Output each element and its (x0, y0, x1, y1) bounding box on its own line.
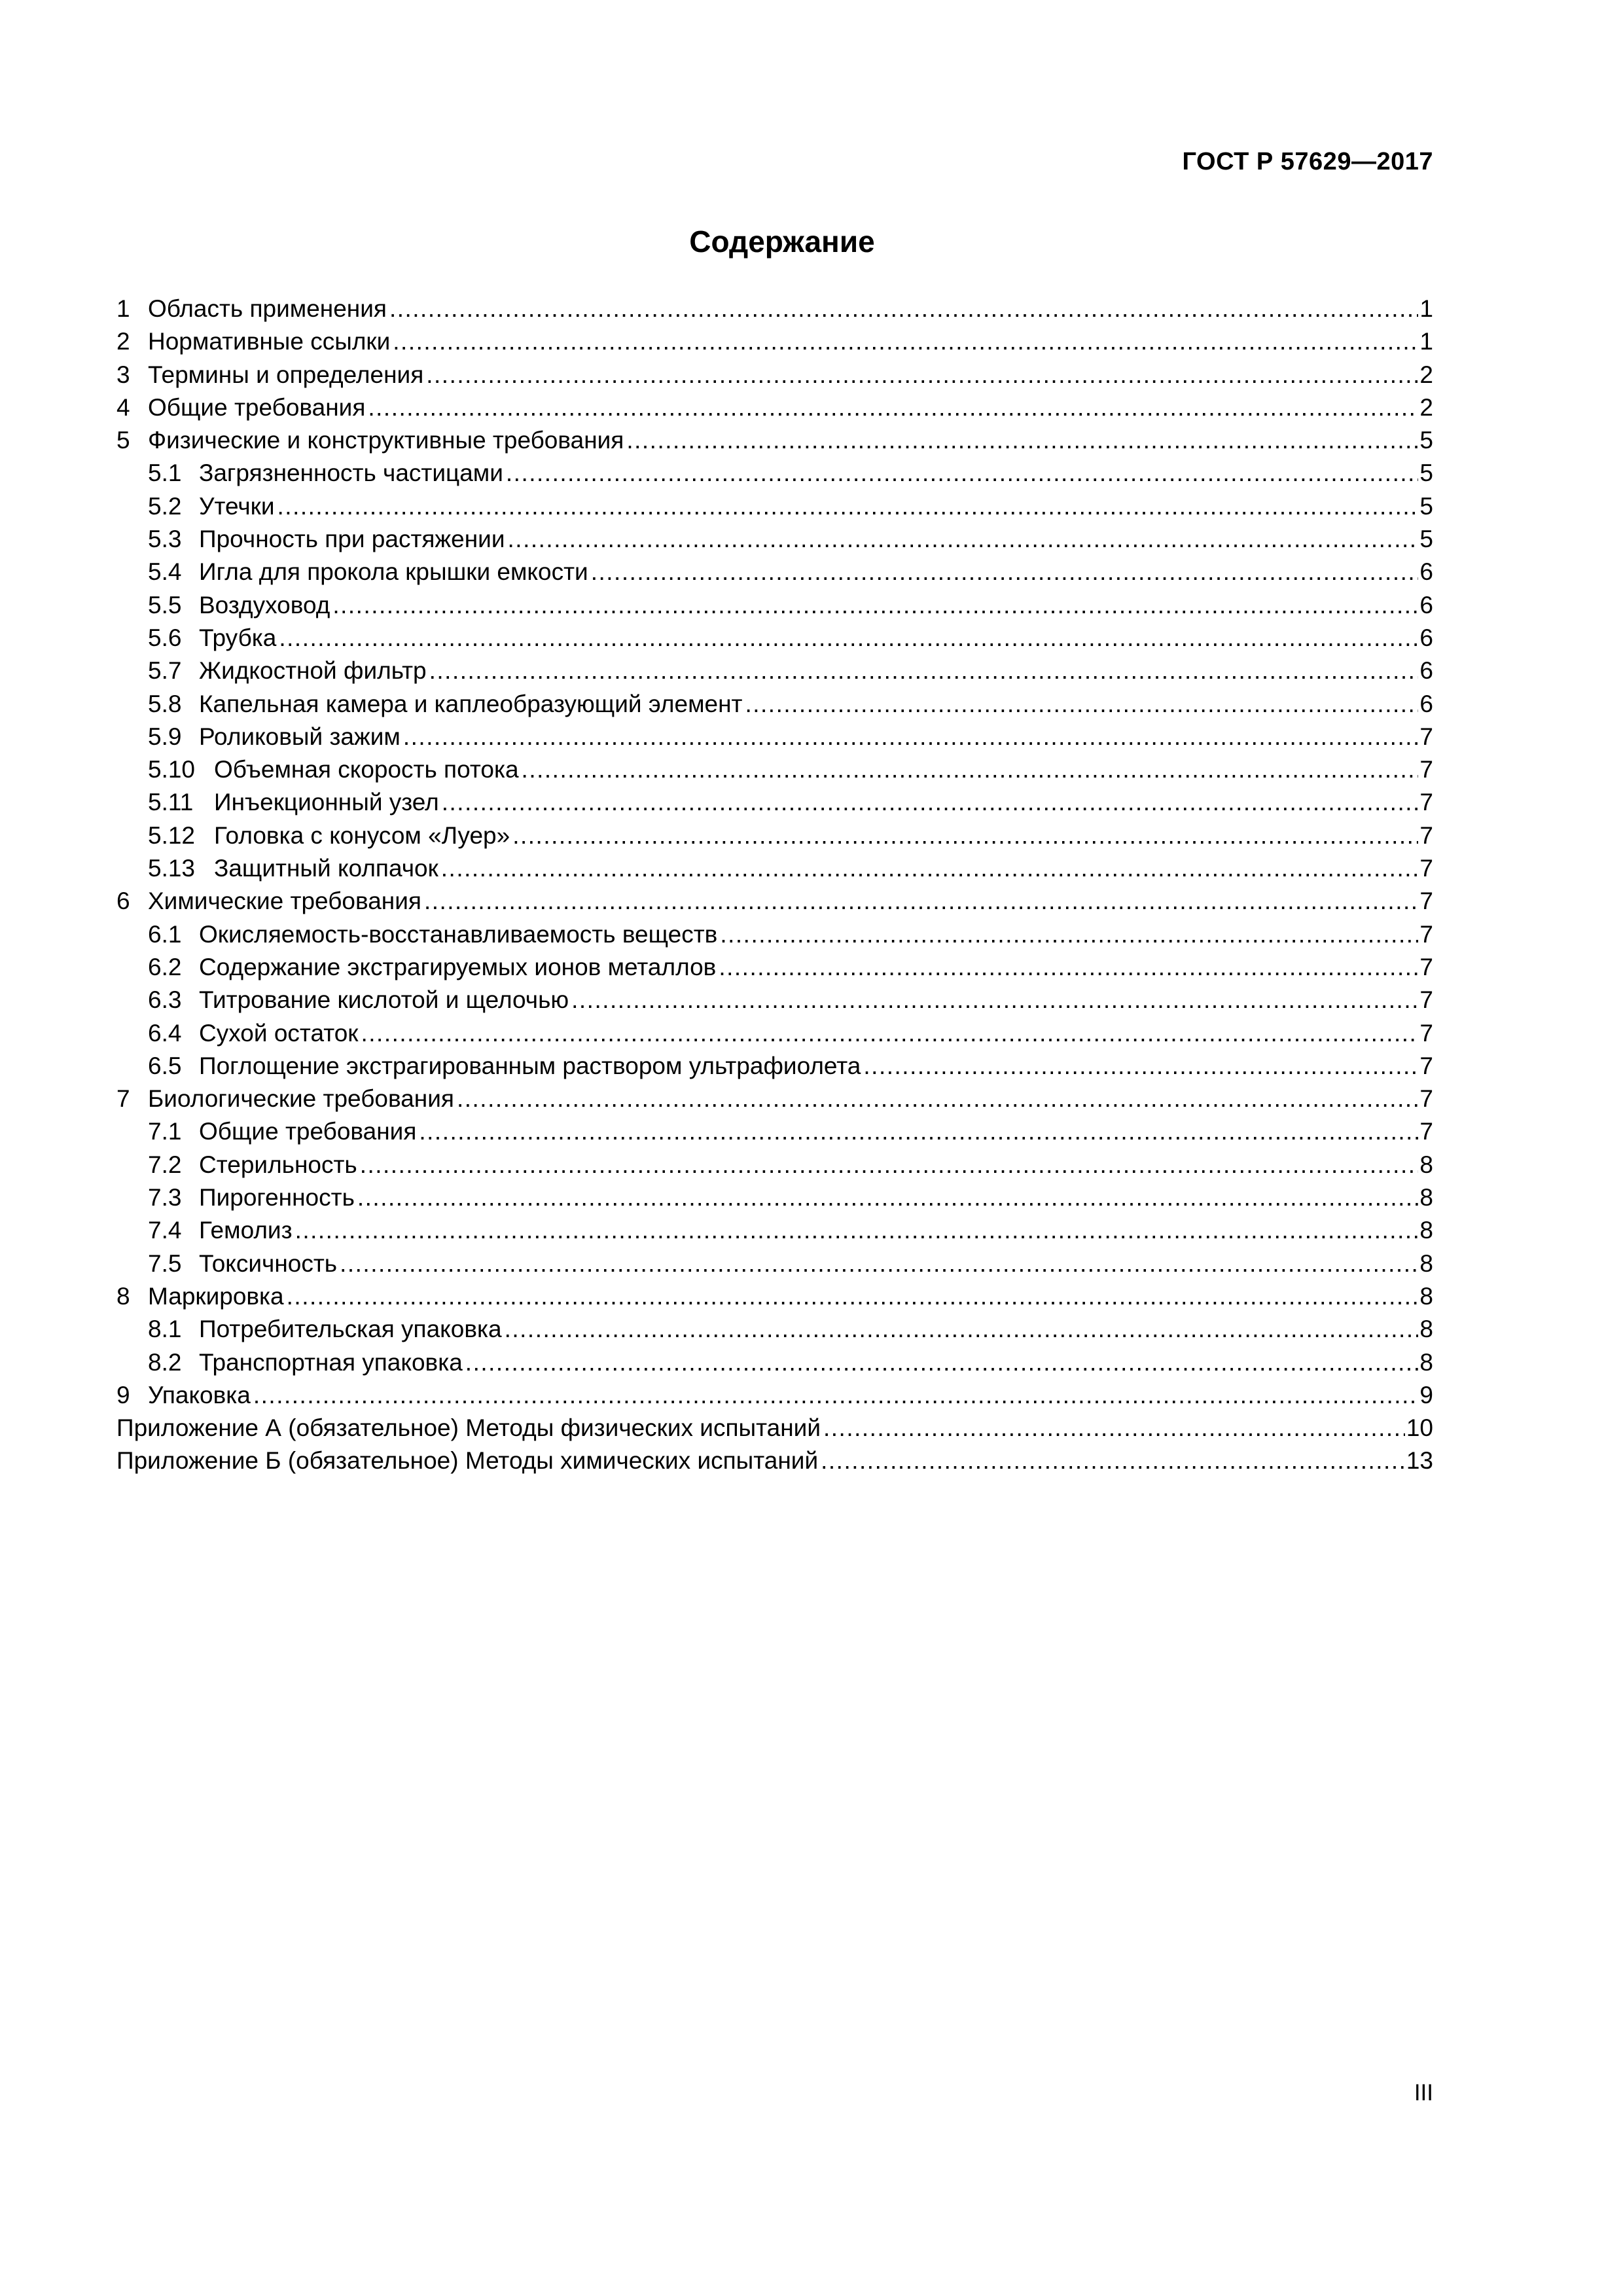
toc-dot-leader (823, 1412, 1405, 1444)
toc-entry[interactable] (116, 1280, 1433, 1313)
toc-entry[interactable] (116, 951, 1433, 984)
toc-entry-label: Гемолиз (199, 1217, 293, 1244)
toc-entry-page: 7 (1419, 1118, 1433, 1145)
toc-dot-leader (441, 852, 1419, 885)
toc-dot-leader (745, 688, 1418, 721)
toc-entry-page: 10 (1406, 1414, 1433, 1442)
toc-dot-leader (295, 1214, 1419, 1247)
toc-entry[interactable] (116, 424, 1433, 457)
toc-entry[interactable] (116, 1050, 1433, 1083)
toc-entry[interactable] (116, 622, 1433, 655)
toc-entry-number: 5.9 (148, 723, 182, 750)
toc-entry-number: 9 (116, 1381, 130, 1408)
toc-entry-label: Капельная камера и каплеобразующий элемент (199, 690, 743, 717)
toc-entry[interactable] (116, 786, 1433, 819)
toc-entry[interactable] (116, 589, 1433, 622)
toc-entry[interactable] (116, 359, 1433, 391)
toc-entry-number: 6.1 (148, 920, 182, 948)
toc-entry-label: Токсичность (199, 1249, 338, 1277)
toc-entry[interactable] (116, 721, 1433, 753)
toc-entry-page: 7 (1419, 1052, 1433, 1079)
toc-entry[interactable] (116, 556, 1433, 588)
toc-dot-leader (821, 1444, 1405, 1477)
toc-dot-leader (419, 1115, 1418, 1148)
toc-entry[interactable] (116, 655, 1433, 687)
toc-entry[interactable] (116, 852, 1433, 885)
toc-entry[interactable] (116, 325, 1433, 358)
toc-entry-page: 8 (1419, 1184, 1433, 1211)
toc-entry-page: 5 (1419, 526, 1433, 553)
toc-entry-label: Термины и определения (148, 361, 424, 388)
toc-entry-label: Стерильность (199, 1151, 357, 1178)
toc-dot-leader (863, 1050, 1418, 1083)
toc-entry[interactable] (116, 885, 1433, 918)
toc-entry-label: Жидкостной фильтр (199, 657, 427, 685)
toc-entry-page: 13 (1406, 1447, 1433, 1475)
toc-dot-leader (403, 721, 1419, 753)
table-of-contents (116, 293, 1433, 1478)
toc-entry-page: 7 (1419, 953, 1433, 980)
toc-entry-number: 8 (116, 1282, 130, 1310)
toc-entry-number: 8.1 (148, 1316, 182, 1343)
toc-dot-leader (571, 984, 1418, 1016)
toc-entry-page: 6 (1419, 558, 1433, 586)
toc-entry[interactable] (116, 819, 1433, 852)
toc-entry-label: Трубка (199, 624, 277, 651)
toc-entry-number: 5.5 (148, 591, 182, 619)
toc-entry-number: 5.10 (148, 756, 196, 783)
toc-entry-label: Воздуховод (199, 591, 330, 619)
toc-entry[interactable] (116, 1214, 1433, 1247)
toc-entry[interactable] (116, 1083, 1433, 1115)
toc-entry-label: Транспортная упаковка (199, 1348, 463, 1376)
toc-entry-page: 6 (1419, 690, 1433, 717)
toc-entry-number: 3 (116, 361, 130, 388)
toc-entry-page: 7 (1419, 789, 1433, 816)
toc-entry-page: 8 (1419, 1348, 1433, 1376)
toc-entry-number: 6.4 (148, 1019, 182, 1047)
toc-entry[interactable] (116, 523, 1433, 556)
toc-entry-page: 8 (1419, 1316, 1433, 1343)
toc-entry-number: 5.12 (148, 821, 196, 849)
toc-entry[interactable] (116, 1412, 1433, 1444)
toc-entry-label: Роликовый зажим (199, 723, 401, 750)
toc-entry-label: Инъекционный узел (214, 789, 439, 816)
toc-dot-leader (512, 819, 1418, 852)
toc-entry-label: Поглощение экстрагированным раствором ультрафиолета (199, 1052, 861, 1079)
toc-entry[interactable] (116, 688, 1433, 721)
toc-entry[interactable] (116, 457, 1433, 490)
toc-entry-number: 5.3 (148, 526, 182, 553)
toc-entry-page: 2 (1419, 393, 1433, 421)
toc-dot-leader (457, 1083, 1418, 1115)
toc-entry-number: 6 (116, 888, 130, 915)
toc-dot-leader (508, 523, 1419, 556)
toc-entry-label: Игла для прокола крышки емкости (199, 558, 588, 586)
toc-entry[interactable] (116, 1346, 1433, 1379)
toc-entry[interactable] (116, 918, 1433, 951)
toc-entry-page: 7 (1419, 888, 1433, 915)
toc-entry-label: Упаковка (148, 1381, 251, 1408)
toc-entry[interactable] (116, 753, 1433, 786)
toc-dot-leader (393, 325, 1418, 358)
toc-entry-page: 5 (1419, 459, 1433, 487)
toc-dot-leader (287, 1280, 1419, 1313)
toc-dot-leader (442, 786, 1419, 819)
toc-entry-number: 6.3 (148, 986, 182, 1014)
toc-entry-page: 7 (1419, 821, 1433, 849)
toc-entry[interactable] (116, 293, 1433, 325)
toc-entry-label: Утечки (199, 492, 275, 520)
toc-entry-page: 7 (1419, 1019, 1433, 1047)
toc-entry-number: 5.8 (148, 690, 182, 717)
toc-entry-number: 7.1 (148, 1118, 182, 1145)
toc-entry-number: 5.7 (148, 657, 182, 685)
toc-entry-page: 5 (1419, 492, 1433, 520)
toc-entry-page: 7 (1419, 855, 1433, 882)
toc-entry-page: 8 (1419, 1249, 1433, 1277)
toc-entry-number: 5.1 (148, 459, 182, 487)
toc-entry[interactable] (116, 1313, 1433, 1346)
toc-dot-leader (505, 1313, 1419, 1346)
toc-entry-page: 8 (1419, 1282, 1433, 1310)
toc-dot-leader (522, 753, 1419, 786)
page-number: III (1414, 2080, 1433, 2106)
toc-entry-number: 5.6 (148, 624, 182, 651)
toc-entry-page: 7 (1419, 920, 1433, 948)
toc-entry-label: Головка с конусом «Луер» (214, 821, 510, 849)
toc-entry-number: 6.5 (148, 1052, 182, 1079)
toc-entry-label: Физические и конструктивные требования (148, 427, 624, 454)
toc-entry[interactable] (116, 1181, 1433, 1214)
toc-entry-page: 7 (1419, 756, 1433, 783)
toc-entry-number: 7.3 (148, 1184, 182, 1211)
toc-entry-page: 7 (1419, 986, 1433, 1014)
toc-entry-label: Окисляемость-восстанавливаемость веществ (199, 920, 718, 948)
toc-entry[interactable] (116, 1379, 1433, 1412)
toc-entry-page: 7 (1419, 1085, 1433, 1113)
toc-dot-leader (279, 622, 1418, 655)
toc-entry[interactable] (116, 984, 1433, 1016)
toc-entry-number: 5.2 (148, 492, 182, 520)
toc-entry-page: 1 (1419, 295, 1433, 322)
toc-entry-number: 7.2 (148, 1151, 182, 1178)
toc-entry-label: Биологические требования (148, 1085, 454, 1113)
document-code: ГОСТ Р 57629—2017 (1182, 148, 1433, 175)
toc-entry-number: 2 (116, 328, 130, 355)
toc-entry[interactable] (116, 1444, 1433, 1477)
toc-dot-leader (591, 556, 1419, 588)
toc-entry-label: Нормативные ссылки (148, 328, 391, 355)
toc-entry-label: Приложение А (обязательное) Методы физических испытаний (116, 1414, 821, 1442)
toc-entry-label: Область применения (148, 295, 387, 322)
toc-entry[interactable] (116, 1149, 1433, 1181)
toc-entry-label: Общие требования (148, 393, 366, 421)
toc-entry-page: 6 (1419, 624, 1433, 651)
toc-entry-page: 1 (1419, 328, 1433, 355)
toc-entry-page: 8 (1419, 1151, 1433, 1178)
toc-dot-leader (426, 359, 1418, 391)
toc-entry-number: 1 (116, 295, 130, 322)
toc-entry-number: 5.11 (148, 789, 194, 816)
toc-entry-number: 6.2 (148, 953, 182, 980)
toc-dot-leader (253, 1379, 1419, 1412)
page-title: Содержание (689, 224, 875, 259)
toc-entry[interactable] (116, 490, 1433, 523)
toc-dot-leader (360, 1149, 1419, 1181)
toc-entry-page: 6 (1419, 591, 1433, 619)
toc-entry-label: Титрование кислотой и щелочью (199, 986, 569, 1014)
toc-entry-label: Химические требования (148, 888, 421, 915)
toc-entry[interactable] (116, 1247, 1433, 1280)
toc-dot-leader (357, 1181, 1419, 1214)
toc-entry-label: Приложение Б (обязательное) Методы химических испытаний (116, 1447, 819, 1475)
toc-entry-label: Пирогенность (199, 1184, 355, 1211)
toc-dot-leader (429, 655, 1419, 687)
toc-dot-leader (277, 490, 1419, 523)
toc-entry-number: 4 (116, 393, 130, 421)
toc-entry-page: 6 (1419, 657, 1433, 685)
toc-entry-number: 8.2 (148, 1348, 182, 1376)
toc-entry-label: Общие требования (199, 1118, 417, 1145)
toc-entry-number: 5.4 (148, 558, 182, 586)
toc-entry-page: 7 (1419, 723, 1433, 750)
toc-dot-leader (465, 1346, 1419, 1379)
toc-dot-leader (719, 951, 1418, 984)
toc-dot-leader (626, 424, 1418, 457)
toc-dot-leader (368, 391, 1418, 424)
toc-entry-label: Загрязненность частицами (199, 459, 503, 487)
toc-entry[interactable] (116, 1115, 1433, 1148)
toc-dot-leader (389, 293, 1418, 325)
toc-entry[interactable] (116, 391, 1433, 424)
toc-dot-leader (506, 457, 1419, 490)
toc-entry-label: Объемная скорость потока (214, 756, 519, 783)
toc-entry-page: 9 (1419, 1381, 1433, 1408)
toc-entry-label: Потребительская упаковка (199, 1316, 502, 1343)
toc-entry-page: 8 (1419, 1217, 1433, 1244)
toc-entry-page: 5 (1419, 427, 1433, 454)
toc-dot-leader (361, 1017, 1419, 1050)
toc-dot-leader (424, 885, 1418, 918)
toc-dot-leader (340, 1247, 1418, 1280)
toc-entry-number: 5.13 (148, 855, 196, 882)
toc-entry-label: Сухой остаток (199, 1019, 359, 1047)
toc-entry-label: Маркировка (148, 1282, 284, 1310)
toc-dot-leader (720, 918, 1418, 951)
toc-entry-label: Защитный колпачок (214, 855, 438, 882)
toc-entry-number: 7.5 (148, 1249, 182, 1277)
toc-entry-number: 7 (116, 1085, 130, 1113)
toc-entry-number: 7.4 (148, 1217, 182, 1244)
toc-entry-label: Содержание экстрагируемых ионов металлов (199, 953, 717, 980)
toc-dot-leader (332, 589, 1418, 622)
toc-entry-page: 2 (1419, 361, 1433, 388)
toc-entry-label: Прочность при растяжении (199, 526, 505, 553)
toc-entry[interactable] (116, 1017, 1433, 1050)
toc-entry-number: 5 (116, 427, 130, 454)
